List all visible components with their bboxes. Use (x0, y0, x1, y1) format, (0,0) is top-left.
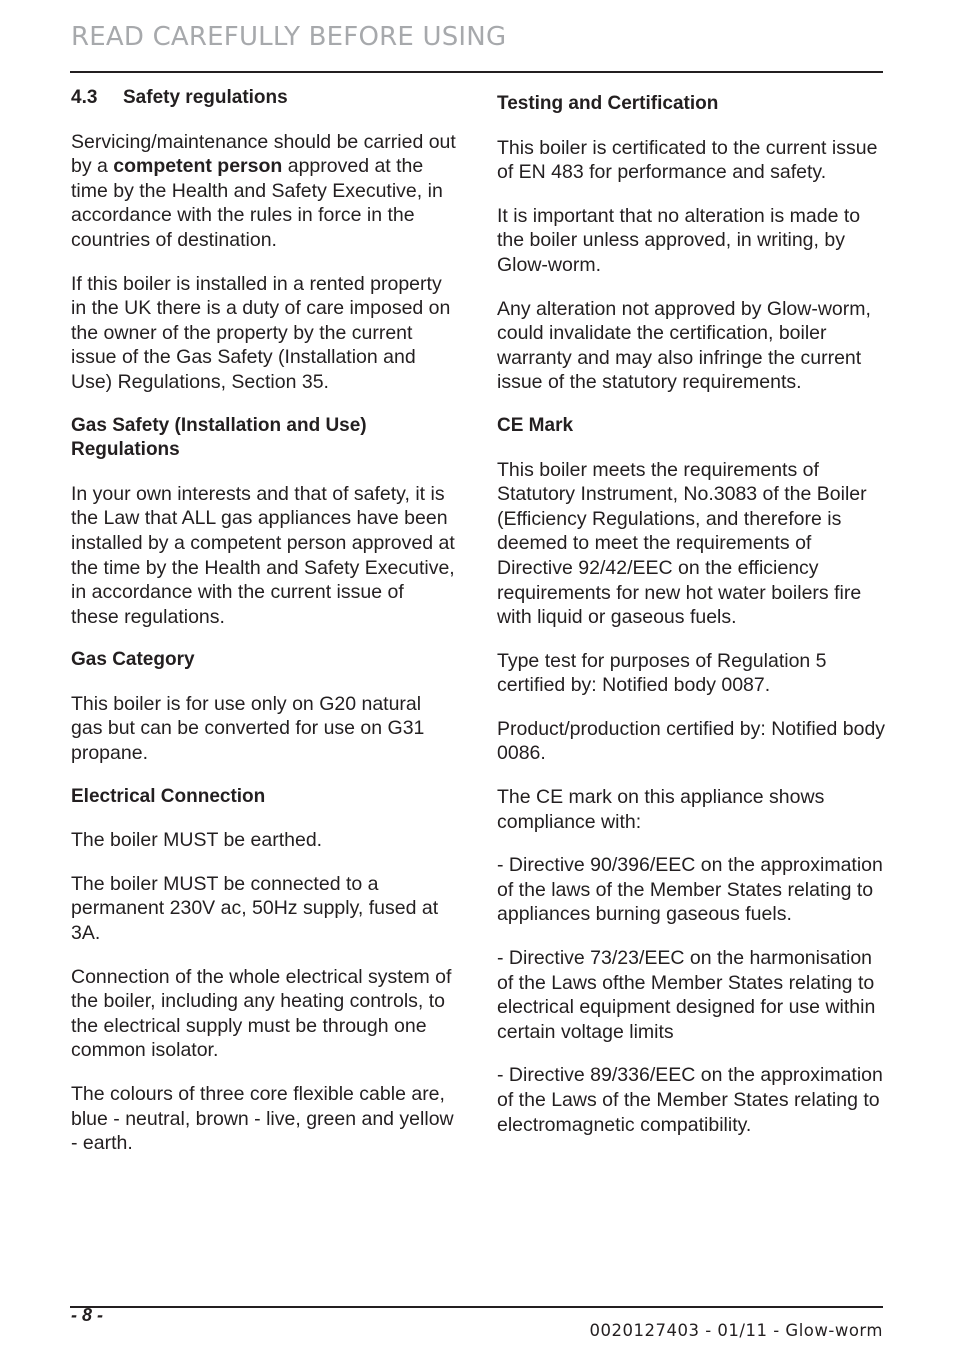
paragraph-directive-89-336: - Directive 89/336/EEC on the approximation of the Laws of the Member States relating to electromagnetic compatibility. (497, 1064, 883, 1136)
left-column (71, 86, 456, 1175)
paragraph-type-test: Type test for purposes of Regulation 5 certified by: Notified body 0087. (497, 649, 827, 697)
paragraph-production-certified: Product/production certified by: Notified body 0086. (497, 717, 886, 765)
heading-testing-certification: Testing and Certification (497, 93, 719, 114)
page-number: - 8 - (71, 1305, 104, 1325)
paragraph-earthed: The boiler MUST be earthed. (71, 829, 323, 852)
emphasis-competent-person: competent person (113, 155, 283, 178)
paragraph-gas-safety: In your own interests and that of safety, it is the Law that ALL gas appliances have been installed by a competent person approved at the time by the Health and Safety Executive, in accordance with the current issue of these regulations. (71, 482, 455, 628)
heading-electrical-connection: Electrical Connection (71, 785, 266, 807)
section-title: Safety regulations (123, 87, 288, 108)
text-run: Servicing/maintenance should be carried out by a (71, 130, 456, 178)
paragraph-directive-90-396: - Directive 90/396/EEC on the approximation of the laws of the Member States relating to appliances burning gaseous fuels. (497, 854, 883, 926)
heading-gas-category: Gas Category (71, 649, 195, 671)
footer-divider (70, 1306, 883, 1308)
document-code: 0020127403 - 01/11 - Glow-worm (589, 1321, 883, 1340)
right-column (497, 92, 887, 1156)
heading-gas-safety: Gas Safety (Installation and Use) Regulations (71, 414, 367, 461)
heading-ce-mark: CE Mark (497, 414, 574, 436)
paragraph-isolator: Connection of the whole electrical system of the boiler, including any heating controls, to the electrical supply must be through one common isolator. (71, 965, 452, 1062)
paragraph-servicing (71, 130, 456, 253)
paragraph-no-alteration: It is important that no alteration is made to the boiler unless approved, in writing, by Glow-worm. (497, 204, 861, 276)
paragraph-supply: The boiler MUST be connected to a permanent 230V ac, 50Hz supply, fused at 3A. (71, 872, 439, 945)
paragraph-directive-73-23: - Directive 73/23/EEC on the harmonisation of the Laws ofthe Member States relating to electrical equipment designed for use within certain voltage limits (497, 947, 876, 1043)
section-heading (71, 86, 456, 111)
paragraph-statutory-instrument: This boiler meets the requirements of Statutory Instrument, No.3083 of the Boiler (Efficiency Regulations, and therefore is deemed to meet the requirements of Directive 92/42/EEC on the efficiency requirements for new hot water boilers fire with liquid or gaseous fuels. (497, 458, 867, 629)
section-number: 4.3 (71, 87, 98, 108)
paragraph-cable-colours: The colours of three core flexible cable are, blue - neutral, brown - live, green and yellow - earth. (71, 1083, 454, 1155)
header-divider (70, 71, 883, 73)
paragraph-ce-compliance: The CE mark on this appliance shows compliance with: (497, 786, 825, 833)
paragraph-en483: This boiler is certificated to the current issue of EN 483 for performance and safety. (497, 136, 878, 184)
text-run: approved at the time by the Health and Safety Executive, in accordance with the rules in force in the countries of destination. (71, 155, 443, 251)
paragraph-rented-property: If this boiler is installed in a rented property in the UK there is a duty of care imposed on the owner of the property by the current issue of the Gas Safety (Installation and Use) Regulations, Section 35. (71, 272, 451, 393)
paragraph-alteration-invalidate: Any alteration not approved by Glow-worm, could invalidate the certification, boiler warranty and may also infringe the current issue of the statutory requirements. (497, 297, 871, 394)
paragraph-gas-category: This boiler is for use only on G20 natural gas but can be converted for use on G31 propane. (71, 692, 425, 765)
page-header-title: READ CAREFULLY BEFORE USING (71, 22, 507, 52)
